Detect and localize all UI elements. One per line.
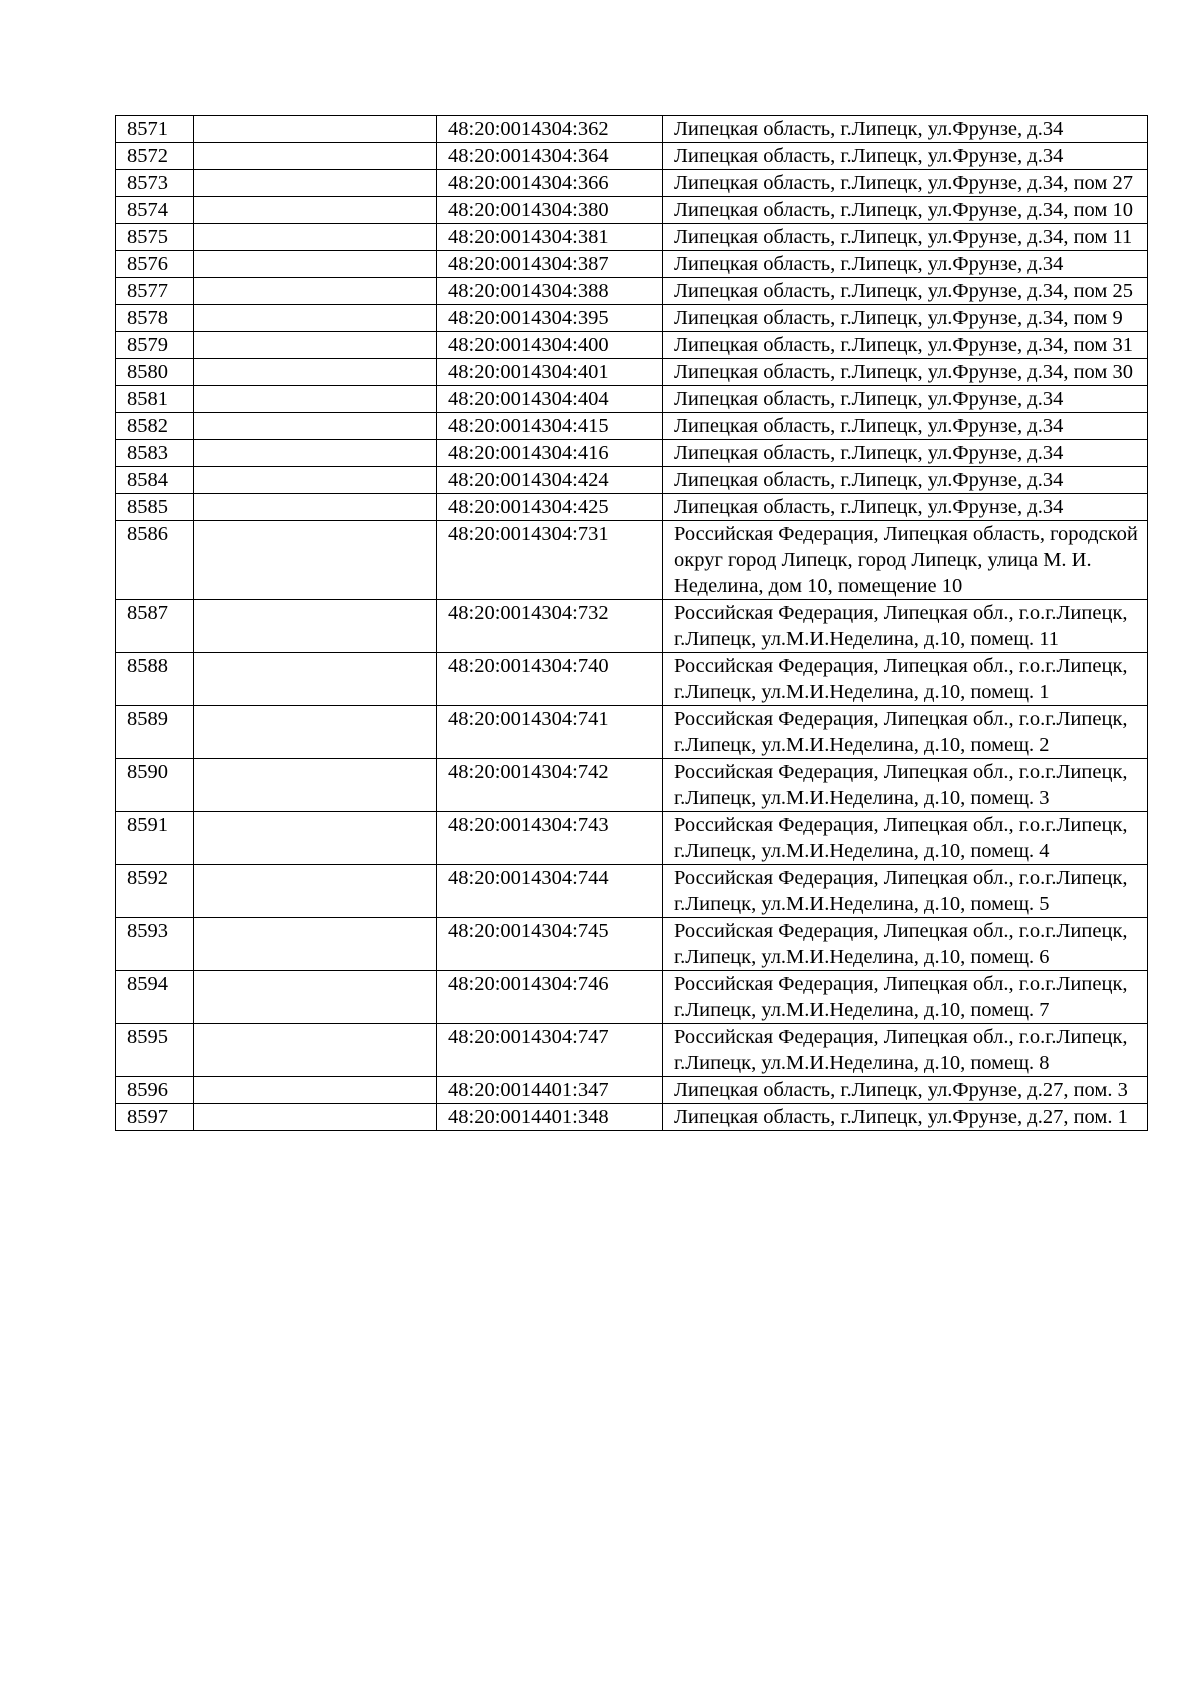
table-row <box>116 653 1148 706</box>
address-cell: Российская Федерация, Липецкая обл., г.о.г.Липецк, г.Липецк, ул.М.И.Неделина, д.10, помещ. 1 <box>663 653 1148 706</box>
property-registry-table <box>115 115 1148 1131</box>
cadastral-number-cell: 48:20:0014304:387 <box>437 251 663 278</box>
cadastral-number-cell: 48:20:0014304:364 <box>437 143 663 170</box>
address-cell: Липецкая область, г.Липецк, ул.Фрунзе, д.34, пом 9 <box>663 305 1148 332</box>
cadastral-number-cell: 48:20:0014304:743 <box>437 812 663 865</box>
row-number-cell: 8587 <box>116 600 194 653</box>
row-number-cell: 8585 <box>116 494 194 521</box>
cadastral-number-cell: 48:20:0014304:425 <box>437 494 663 521</box>
table-row <box>116 143 1148 170</box>
blank-cell <box>194 197 437 224</box>
blank-cell <box>194 170 437 197</box>
table-row <box>116 305 1148 332</box>
blank-cell <box>194 1024 437 1077</box>
table-row <box>116 278 1148 305</box>
cadastral-number-cell: 48:20:0014304:415 <box>437 413 663 440</box>
address-cell: Российская Федерация, Липецкая область, городской округ город Липецк, город Липецк, улица М. И. Неделина, дом 10, помещение 10 <box>663 521 1148 600</box>
blank-cell <box>194 1104 437 1131</box>
blank-cell <box>194 971 437 1024</box>
row-number-cell: 8580 <box>116 359 194 386</box>
row-number-cell: 8596 <box>116 1077 194 1104</box>
table-row <box>116 413 1148 440</box>
row-number-cell: 8595 <box>116 1024 194 1077</box>
row-number-cell: 8582 <box>116 413 194 440</box>
table-row <box>116 494 1148 521</box>
blank-cell <box>194 143 437 170</box>
address-cell: Липецкая область, г.Липецк, ул.Фрунзе, д.34 <box>663 143 1148 170</box>
address-cell: Липецкая область, г.Липецк, ул.Фрунзе, д.34 <box>663 413 1148 440</box>
blank-cell <box>194 440 437 467</box>
cadastral-number-cell: 48:20:0014304:362 <box>437 116 663 143</box>
blank-cell <box>194 251 437 278</box>
table-row <box>116 521 1148 600</box>
cadastral-number-cell: 48:20:0014304:395 <box>437 305 663 332</box>
blank-cell <box>194 359 437 386</box>
address-cell: Российская Федерация, Липецкая обл., г.о.г.Липецк, г.Липецк, ул.М.И.Неделина, д.10, помещ. 2 <box>663 706 1148 759</box>
cadastral-number-cell: 48:20:0014304:746 <box>437 971 663 1024</box>
blank-cell <box>194 521 437 600</box>
table-row <box>116 971 1148 1024</box>
cadastral-number-cell: 48:20:0014304:424 <box>437 467 663 494</box>
address-cell: Российская Федерация, Липецкая обл., г.о.г.Липецк, г.Липецк, ул.М.И.Неделина, д.10, помещ. 3 <box>663 759 1148 812</box>
address-cell: Липецкая область, г.Липецк, ул.Фрунзе, д.34, пом 30 <box>663 359 1148 386</box>
row-number-cell: 8584 <box>116 467 194 494</box>
row-number-cell: 8575 <box>116 224 194 251</box>
address-cell: Липецкая область, г.Липецк, ул.Фрунзе, д.34, пом 10 <box>663 197 1148 224</box>
cadastral-number-cell: 48:20:0014304:381 <box>437 224 663 251</box>
blank-cell <box>194 224 437 251</box>
cadastral-number-cell: 48:20:0014304:732 <box>437 600 663 653</box>
address-cell: Липецкая область, г.Липецк, ул.Фрунзе, д.34 <box>663 251 1148 278</box>
blank-cell <box>194 759 437 812</box>
table-row <box>116 170 1148 197</box>
blank-cell <box>194 116 437 143</box>
row-number-cell: 8591 <box>116 812 194 865</box>
row-number-cell: 8592 <box>116 865 194 918</box>
blank-cell <box>194 653 437 706</box>
address-cell: Липецкая область, г.Липецк, ул.Фрунзе, д.34 <box>663 440 1148 467</box>
row-number-cell: 8573 <box>116 170 194 197</box>
table-row <box>116 386 1148 413</box>
address-cell: Липецкая область, г.Липецк, ул.Фрунзе, д.34, пом 25 <box>663 278 1148 305</box>
address-cell: Липецкая область, г.Липецк, ул.Фрунзе, д.34 <box>663 494 1148 521</box>
row-number-cell: 8581 <box>116 386 194 413</box>
cadastral-number-cell: 48:20:0014304:366 <box>437 170 663 197</box>
blank-cell <box>194 467 437 494</box>
cadastral-number-cell: 48:20:0014304:740 <box>437 653 663 706</box>
address-cell: Российская Федерация, Липецкая обл., г.о.г.Липецк, г.Липецк, ул.М.И.Неделина, д.10, помещ. 4 <box>663 812 1148 865</box>
address-cell: Российская Федерация, Липецкая обл., г.о.г.Липецк, г.Липецк, ул.М.И.Неделина, д.10, помещ. 6 <box>663 918 1148 971</box>
row-number-cell: 8588 <box>116 653 194 706</box>
blank-cell <box>194 413 437 440</box>
table-row <box>116 467 1148 494</box>
cadastral-number-cell: 48:20:0014304:401 <box>437 359 663 386</box>
cadastral-number-cell: 48:20:0014304:404 <box>437 386 663 413</box>
row-number-cell: 8579 <box>116 332 194 359</box>
blank-cell <box>194 865 437 918</box>
table-row <box>116 224 1148 251</box>
address-cell: Липецкая область, г.Липецк, ул.Фрунзе, д.34 <box>663 116 1148 143</box>
table-row <box>116 918 1148 971</box>
blank-cell <box>194 386 437 413</box>
table-row <box>116 759 1148 812</box>
cadastral-number-cell: 48:20:0014401:348 <box>437 1104 663 1131</box>
blank-cell <box>194 706 437 759</box>
blank-cell <box>194 332 437 359</box>
registry-table-body <box>116 116 1148 1131</box>
table-row <box>116 706 1148 759</box>
table-row <box>116 440 1148 467</box>
row-number-cell: 8586 <box>116 521 194 600</box>
blank-cell <box>194 600 437 653</box>
cadastral-number-cell: 48:20:0014401:347 <box>437 1077 663 1104</box>
table-row <box>116 251 1148 278</box>
cadastral-number-cell: 48:20:0014304:741 <box>437 706 663 759</box>
cadastral-number-cell: 48:20:0014304:416 <box>437 440 663 467</box>
row-number-cell: 8576 <box>116 251 194 278</box>
table-row <box>116 812 1148 865</box>
row-number-cell: 8597 <box>116 1104 194 1131</box>
cadastral-number-cell: 48:20:0014304:380 <box>437 197 663 224</box>
cadastral-number-cell: 48:20:0014304:742 <box>437 759 663 812</box>
table-row <box>116 1077 1148 1104</box>
address-cell: Липецкая область, г.Липецк, ул.Фрунзе, д.34, пом 11 <box>663 224 1148 251</box>
blank-cell <box>194 1077 437 1104</box>
row-number-cell: 8593 <box>116 918 194 971</box>
blank-cell <box>194 812 437 865</box>
cadastral-number-cell: 48:20:0014304:744 <box>437 865 663 918</box>
row-number-cell: 8583 <box>116 440 194 467</box>
cadastral-number-cell: 48:20:0014304:388 <box>437 278 663 305</box>
blank-cell <box>194 278 437 305</box>
address-cell: Российская Федерация, Липецкая обл., г.о.г.Липецк, г.Липецк, ул.М.И.Неделина, д.10, помещ. 7 <box>663 971 1148 1024</box>
table-row <box>116 1024 1148 1077</box>
address-cell: Российская Федерация, Липецкая обл., г.о.г.Липецк, г.Липецк, ул.М.И.Неделина, д.10, помещ. 5 <box>663 865 1148 918</box>
blank-cell <box>194 494 437 521</box>
row-number-cell: 8572 <box>116 143 194 170</box>
table-row <box>116 359 1148 386</box>
table-row <box>116 197 1148 224</box>
row-number-cell: 8571 <box>116 116 194 143</box>
address-cell: Липецкая область, г.Липецк, ул.Фрунзе, д.34 <box>663 467 1148 494</box>
address-cell: Российская Федерация, Липецкая обл., г.о.г.Липецк, г.Липецк, ул.М.И.Неделина, д.10, помещ. 8 <box>663 1024 1148 1077</box>
table-row <box>116 116 1148 143</box>
address-cell: Липецкая область, г.Липецк, ул.Фрунзе, д.34 <box>663 386 1148 413</box>
table-row <box>116 865 1148 918</box>
cadastral-number-cell: 48:20:0014304:731 <box>437 521 663 600</box>
blank-cell <box>194 305 437 332</box>
cadastral-number-cell: 48:20:0014304:745 <box>437 918 663 971</box>
row-number-cell: 8578 <box>116 305 194 332</box>
row-number-cell: 8594 <box>116 971 194 1024</box>
table-row <box>116 600 1148 653</box>
address-cell: Липецкая область, г.Липецк, ул.Фрунзе, д.34, пом 27 <box>663 170 1148 197</box>
cadastral-number-cell: 48:20:0014304:747 <box>437 1024 663 1077</box>
row-number-cell: 8589 <box>116 706 194 759</box>
table-row <box>116 332 1148 359</box>
address-cell: Российская Федерация, Липецкая обл., г.о.г.Липецк, г.Липецк, ул.М.И.Неделина, д.10, помещ. 11 <box>663 600 1148 653</box>
cadastral-number-cell: 48:20:0014304:400 <box>437 332 663 359</box>
address-cell: Липецкая область, г.Липецк, ул.Фрунзе, д.34, пом 31 <box>663 332 1148 359</box>
address-cell: Липецкая область, г.Липецк, ул.Фрунзе, д.27, пом. 1 <box>663 1104 1148 1131</box>
row-number-cell: 8590 <box>116 759 194 812</box>
blank-cell <box>194 918 437 971</box>
row-number-cell: 8574 <box>116 197 194 224</box>
table-row <box>116 1104 1148 1131</box>
address-cell: Липецкая область, г.Липецк, ул.Фрунзе, д.27, пом. 3 <box>663 1077 1148 1104</box>
row-number-cell: 8577 <box>116 278 194 305</box>
